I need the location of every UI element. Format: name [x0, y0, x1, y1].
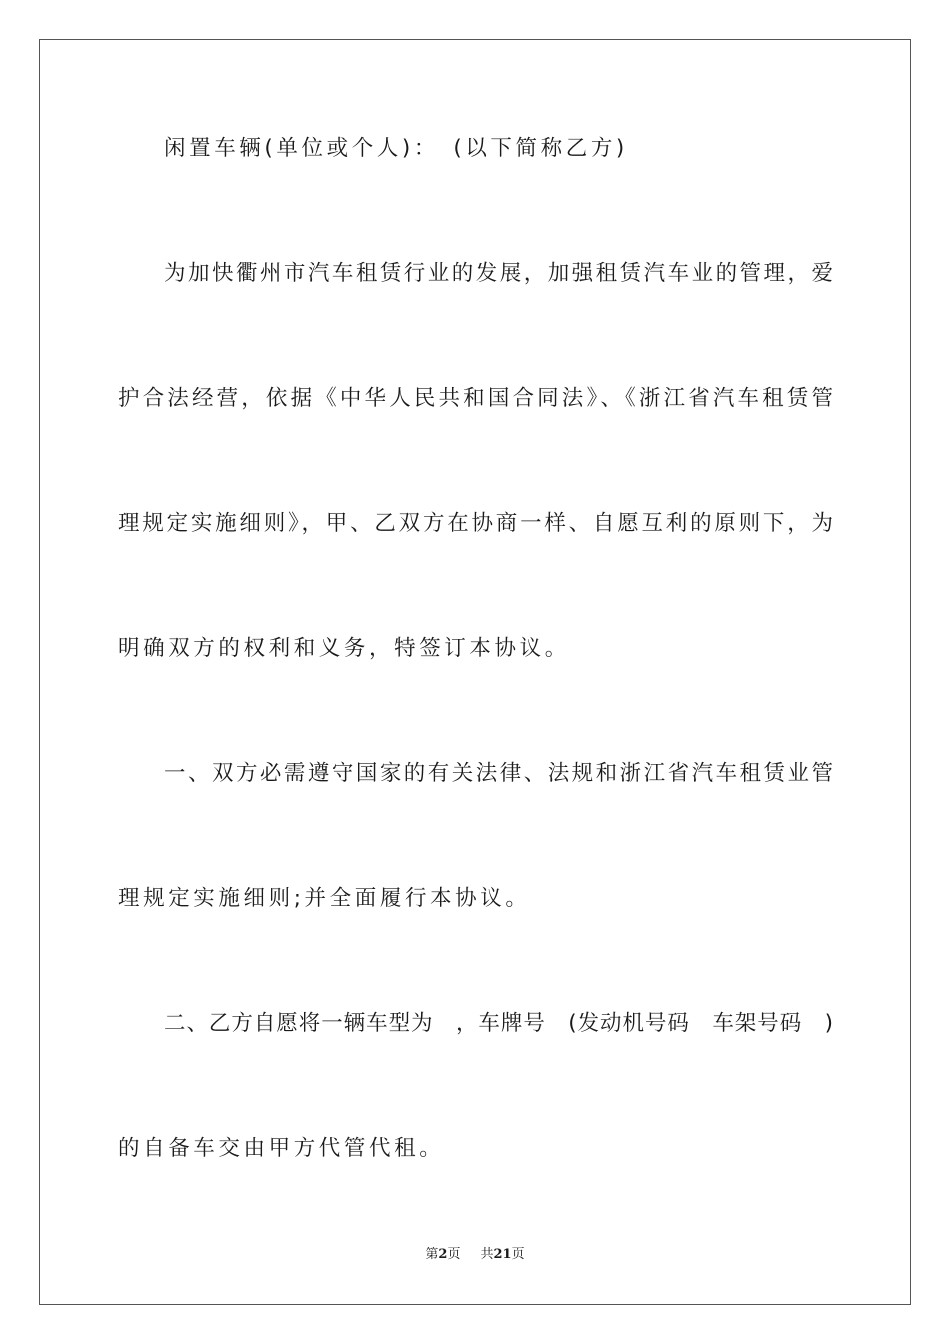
page-border [39, 39, 911, 1305]
total-prefix: 共 [480, 1247, 494, 1262]
text-line-8: 二、乙方自愿将一辆车型为 ，车牌号 (发动机号码 车架号码 ) [164, 1011, 833, 1036]
text-line-4: 理规定实施细则》，甲、乙双方在协商一样、自愿互利的原则下，为 [118, 511, 833, 536]
text-line-5: 明确双方的权利和义务，特签订本协议。 [118, 636, 570, 661]
text-line-2: 为加快衢州市汽车租赁行业的发展，加强租赁汽车业的管理，爱 [164, 261, 833, 286]
total-suffix: 页 [511, 1247, 525, 1262]
page-suffix: 页 [447, 1247, 461, 1262]
page-prefix: 第 [425, 1247, 439, 1262]
text-line-9: 的自备车交由甲方代管代租。 [118, 1136, 445, 1161]
page-number: 2 [438, 1247, 448, 1262]
total-pages: 21 [493, 1247, 512, 1262]
page-footer [0, 1246, 950, 1264]
text-line-3: 护合法经营，依据《中华人民共和国合同法》、《浙江省汽车租赁管 [118, 386, 833, 411]
text-line-1: 闲置车辆(单位或个人)： (以下简称乙方) [164, 136, 628, 161]
text-line-6: 一、双方必需遵守国家的有关法律、法规和浙江省汽车租赁业管 [164, 761, 833, 786]
text-line-7: 理规定实施细则;并全面履行本协议。 [118, 886, 531, 911]
